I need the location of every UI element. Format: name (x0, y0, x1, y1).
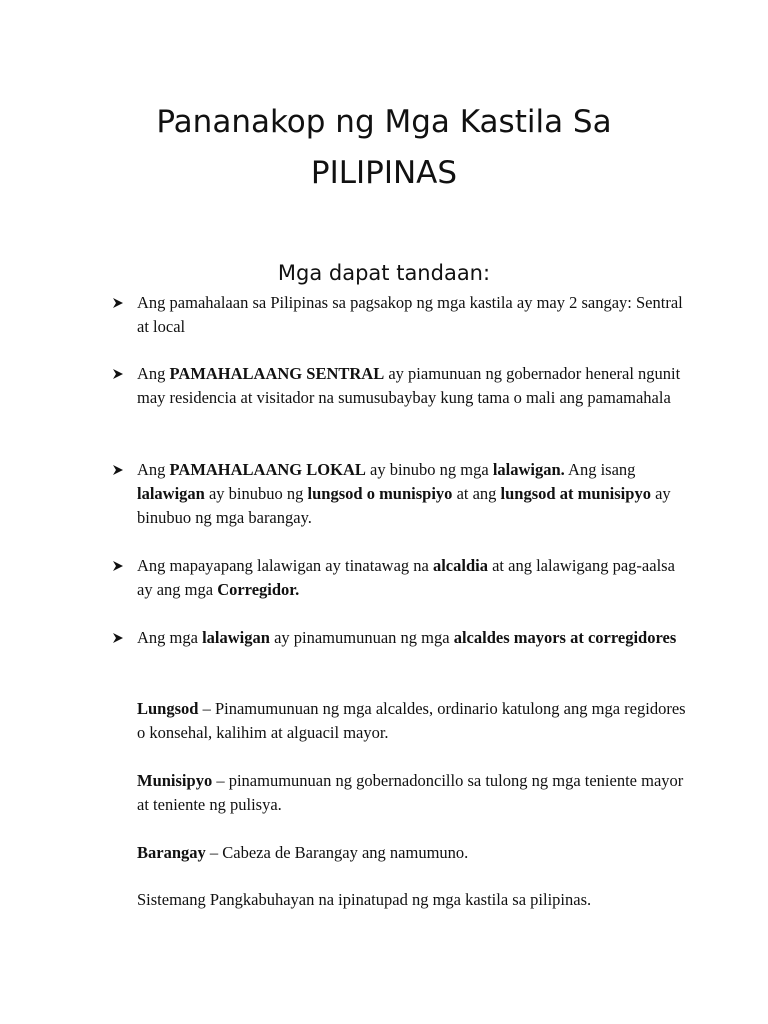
definition-term: Barangay (137, 843, 206, 862)
bullet-item (113, 362, 693, 410)
bold-term: lalawigan (137, 484, 205, 503)
definition-munisipyo (137, 769, 697, 817)
arrowhead-bullet-icon (112, 632, 124, 644)
bold-term: lalawigan (202, 628, 270, 647)
bold-term: PAMAHALAANG SENTRAL (169, 364, 385, 383)
bold-term: lungsod o munispiyo (307, 484, 453, 503)
bullet-item (113, 626, 693, 650)
arrowhead-bullet-icon (112, 368, 124, 380)
arrowhead-bullet-icon (112, 464, 124, 476)
bullet-text: Ang mga lalawigan ay pinamumunuan ng mga alcaldes mayors at corregidores (137, 628, 677, 647)
title-line-2: PILIPINAS (310, 155, 458, 191)
bullet-item (113, 458, 693, 530)
title-line-1: Pananakop ng Mga Kastila Sa (156, 104, 612, 140)
definition-text: – Cabeza de Barangay ang namumuno. (205, 843, 469, 862)
bold-term: alcaldia (432, 556, 488, 575)
bullet-item (113, 554, 693, 602)
definition-lungsod (137, 697, 697, 745)
arrowhead-bullet-icon (112, 560, 124, 572)
bullet-text: Ang PAMAHALAANG LOKAL ay binubo ng mga lalawigan. Ang isang lalawigan ay binubuo ng lungsod o munispiyo at ang lungsod at munisipyo ay binubuo ng mga barangay. (137, 460, 671, 527)
definition-term: Munisipyo (137, 771, 213, 790)
bold-term: lalawigan. (492, 460, 565, 479)
bold-term: Corregidor. (217, 580, 300, 599)
definition-term: Lungsod (137, 699, 199, 718)
definition-text: – Pinamumunuan ng mga alcaldes, ordinario katulong ang mga regidores o konsehal, kalihim at alguacil mayor. (137, 699, 686, 742)
bullet-text: Ang pamahalaan sa Pilipinas sa pagsakop ng mga kastila ay may 2 sangay: Sentral at local (137, 293, 683, 336)
arrowhead-bullet-icon (112, 297, 124, 309)
bold-term: alcaldes mayors at corregidores (453, 628, 677, 647)
definition-text: – pinamumunuan ng gobernadoncillo sa tulong ng mga teniente mayor at teniente ng pulisya. (137, 771, 684, 814)
definition-barangay (137, 841, 697, 865)
bullet-text: Ang PAMAHALAANG SENTRAL ay piamunuan ng gobernador heneral ngunit may residencia at visitador na sumusubaybay kung tama o mali ang pamamahala (137, 364, 681, 407)
bullet-text: Ang mapayapang lalawigan ay tinatawag na alcaldia at ang lalawigang pag-aalsa ay ang mga Corregidor. (137, 556, 675, 599)
bold-term: PAMAHALAANG LOKAL (169, 460, 366, 479)
bullet-item (113, 291, 693, 339)
bold-term: lungsod at munisipyo (500, 484, 651, 503)
closing-paragraph: Sistemang Pangkabuhayan na ipinatupad ng mga kastila sa pilipinas. (137, 890, 592, 909)
subtitle: Mga dapat tandaan: (277, 261, 491, 285)
